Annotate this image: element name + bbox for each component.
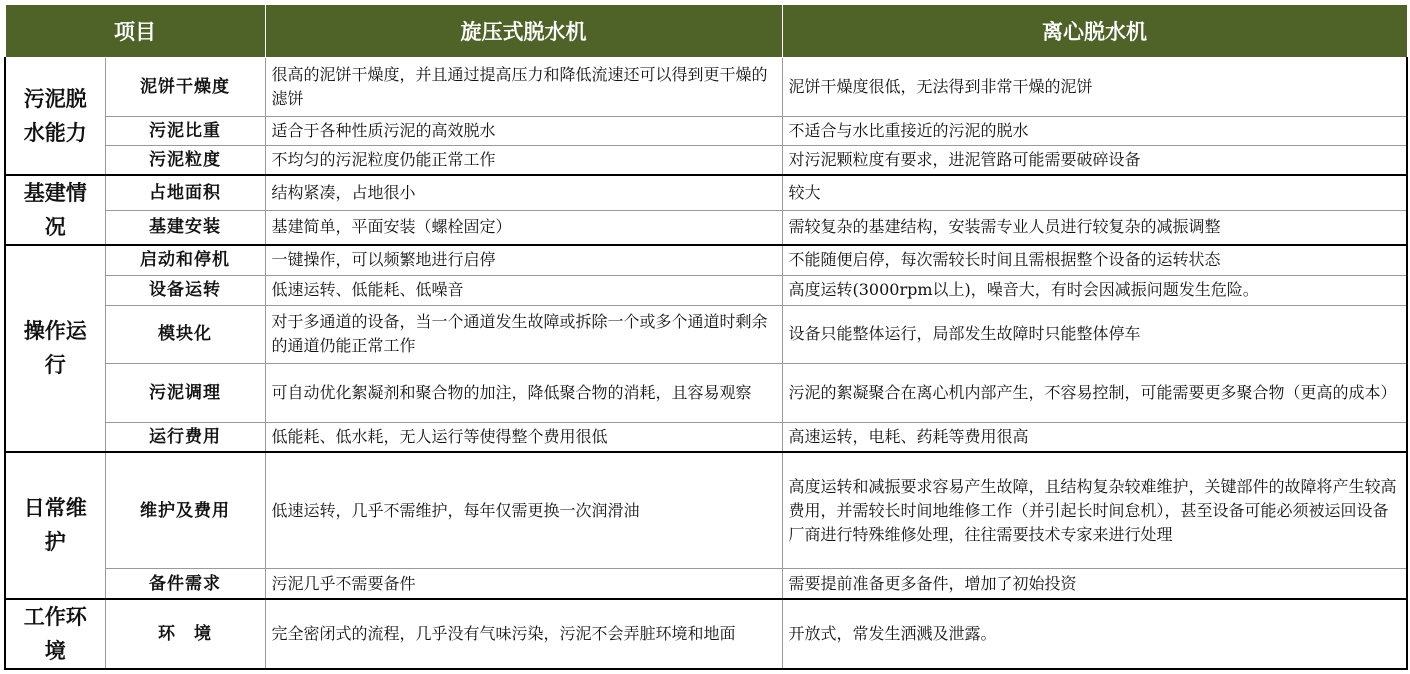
rotary-cell: 很高的泥饼干燥度，并且通过提高压力和降低流速还可以得到更干燥的滤饼 [265, 58, 782, 117]
row-item: 启动和停机 [105, 245, 265, 275]
row-item: 占地面积 [105, 175, 265, 210]
row-item: 备件需求 [105, 569, 265, 599]
table-row [5, 569, 1407, 599]
centrifuge-cell: 设备只能整体运行，局部发生故障时只能整体停车 [782, 305, 1407, 363]
rotary-cell: 对于多通道的设备，当一个通道发生故障或拆除一个或多个通道时剩余的通道仍能正常工作 [265, 305, 782, 363]
rotary-cell: 基建简单，平面安装（螺栓固定） [265, 210, 782, 245]
table-row [5, 452, 1407, 569]
table-row [5, 117, 1407, 146]
rotary-cell: 适合于各种性质污泥的高效脱水 [265, 117, 782, 146]
row-item: 污泥比重 [105, 117, 265, 146]
rotary-cell: 结构紧凑，占地很小 [265, 175, 782, 210]
centrifuge-cell: 较大 [782, 175, 1407, 210]
row-item: 基建安装 [105, 210, 265, 245]
category-dewatering: 污泥脱水能力 [5, 58, 105, 176]
centrifuge-cell: 不能随便启停，每次需较长时间且需根据整个设备的运转状态 [782, 245, 1407, 275]
category-operation: 操作运行 [5, 245, 105, 452]
table-row [5, 363, 1407, 422]
centrifuge-cell: 污泥的絮凝聚合在离心机内部产生，不容易控制，可能需要更多聚合物（更高的成本） [782, 363, 1407, 422]
centrifuge-cell: 高度运转和减振要求容易产生故障，且结构复杂较难维护，关键部件的故障将产生较高费用，并需较长时间地维修工作（并引起长时间怠机），甚至设备可能必须被运回设备厂商进行特殊维修处理，往往需要技术专家来进行处理 [782, 452, 1407, 569]
table-header-row [5, 5, 1407, 58]
table-row [5, 175, 1407, 210]
row-item: 设备运转 [105, 275, 265, 305]
header-item: 项目 [5, 5, 265, 58]
header-centrifuge: 离心脱水机 [782, 5, 1407, 58]
table-row [5, 245, 1407, 275]
rotary-cell: 低能耗、低水耗，无人运行等使得整个费用很低 [265, 422, 782, 452]
centrifuge-cell: 高度运转(3000rpm以上)，噪音大，有时会因减振问题发生危险。 [782, 275, 1407, 305]
table-row [5, 599, 1407, 669]
centrifuge-cell: 对污泥颗粒度有要求，进泥管路可能需要破碎设备 [782, 146, 1407, 176]
row-item: 环 境 [105, 599, 265, 669]
table-row [5, 58, 1407, 117]
row-item: 泥饼干燥度 [105, 58, 265, 117]
comparison-table [4, 4, 1408, 670]
rotary-cell: 完全密闭式的流程，几乎没有气味污染，污泥不会弄脏环境和地面 [265, 599, 782, 669]
rotary-cell: 一键操作，可以频繁地进行启停 [265, 245, 782, 275]
category-maintenance: 日常维护 [5, 452, 105, 599]
row-item: 污泥粒度 [105, 146, 265, 176]
rotary-cell: 低速运转，几乎不需维护，每年仅需更换一次润滑油 [265, 452, 782, 569]
row-item: 模块化 [105, 305, 265, 363]
table-row [5, 422, 1407, 452]
table-row [5, 146, 1407, 176]
centrifuge-cell: 需要提前准备更多备件，增加了初始投资 [782, 569, 1407, 599]
row-item: 运行费用 [105, 422, 265, 452]
centrifuge-cell: 需较复杂的基建结构，安装需专业人员进行较复杂的减振调整 [782, 210, 1407, 245]
table-row [5, 210, 1407, 245]
row-item: 污泥调理 [105, 363, 265, 422]
header-rotary-press: 旋压式脱水机 [265, 5, 782, 58]
rotary-cell: 可自动优化絮凝剂和聚合物的加注，降低聚合物的消耗，且容易观察 [265, 363, 782, 422]
centrifuge-cell: 泥饼干燥度很低，无法得到非常干燥的泥饼 [782, 58, 1407, 117]
comparison-table-container [4, 4, 1406, 670]
centrifuge-cell: 不适合与水比重接近的污泥的脱水 [782, 117, 1407, 146]
centrifuge-cell: 高速运转，电耗、药耗等费用很高 [782, 422, 1407, 452]
category-infrastructure: 基建情况 [5, 175, 105, 245]
centrifuge-cell: 开放式，常发生洒溅及泄露。 [782, 599, 1407, 669]
table-row [5, 305, 1407, 363]
category-environment: 工作环境 [5, 599, 105, 669]
rotary-cell: 污泥几乎不需要备件 [265, 569, 782, 599]
rotary-cell: 低速运转、低能耗、低噪音 [265, 275, 782, 305]
table-row [5, 275, 1407, 305]
row-item: 维护及费用 [105, 452, 265, 569]
rotary-cell: 不均匀的污泥粒度仍能正常工作 [265, 146, 782, 176]
